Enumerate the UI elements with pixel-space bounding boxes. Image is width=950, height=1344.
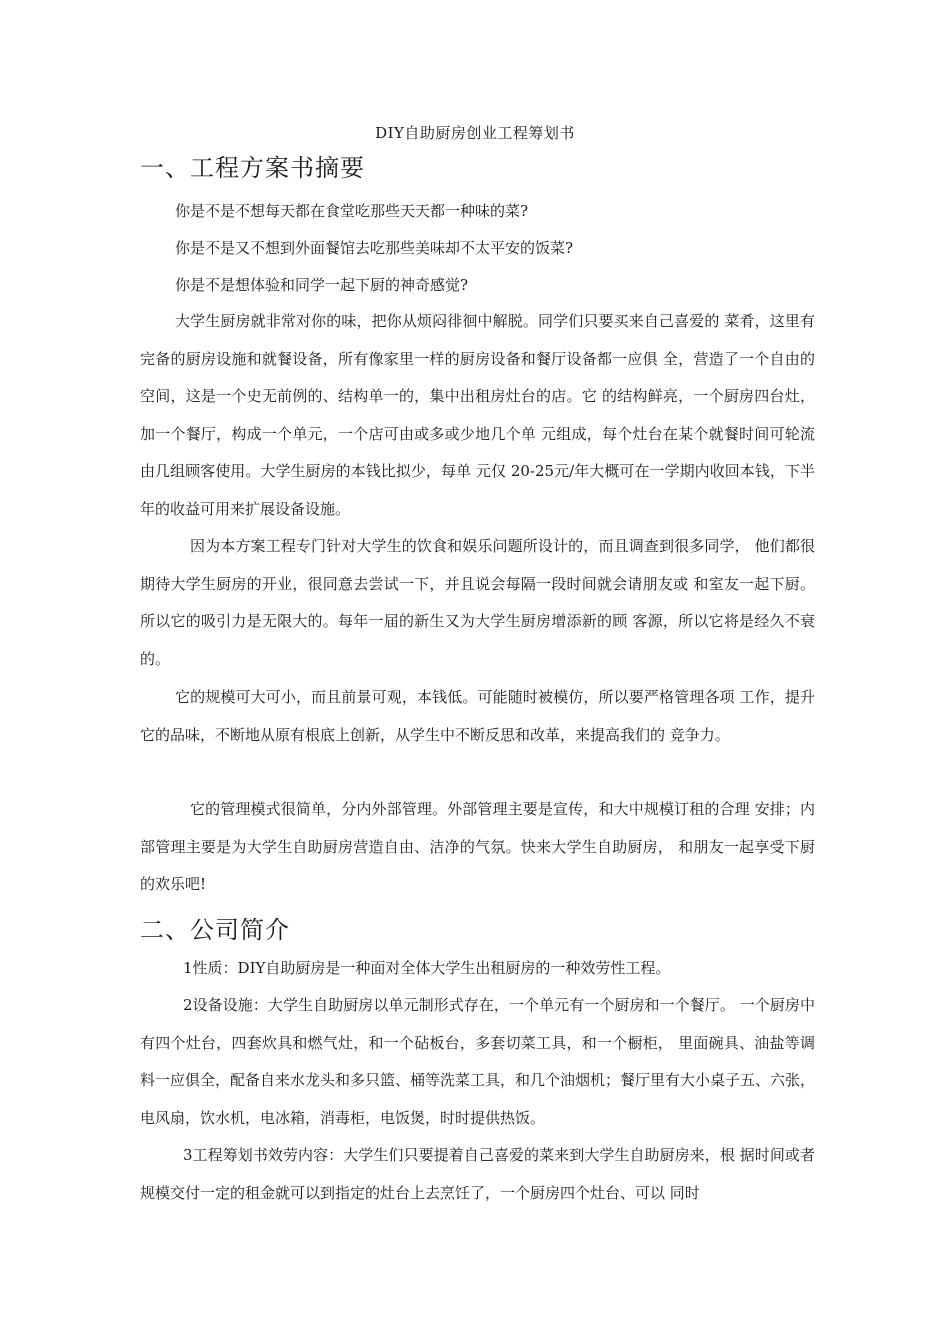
document-title: DIY自助厨房创业工程筹划书: [375, 124, 575, 142]
section-heading-company: 二、公司简介: [140, 916, 290, 944]
section-heading-summary: 一、工程方案书摘要: [140, 154, 365, 182]
question-line: 你是不是不想每天都在食堂吃那些天天都一种味的菜?: [175, 202, 529, 220]
body-paragraph: 它的规模可大可小，而且前景可观，本钱低。可能随时被模仿，所以要严格管理各项 工作，提升它的品味，不断地从原有根底上创新，从学生中不断反思和改革，来提高我们的 竞争力。: [140, 688, 815, 744]
question-line: 你是不是想体验和同学一起下厨的神奇感觉?: [175, 276, 469, 294]
body-paragraph: 它的管理模式很简单，分内外部管理。外部管理主要是宣传，和大中规模订租的合理 安排；内部管理主要是为大学生自助厨房营造自由、洁净的气氛。快来大学生自助厨房， 和朋友一起享受下厨的欢乐吧!: [140, 800, 815, 893]
numbered-item: 2设备设施：大学生自助厨房以单元制形式存在，一个单元有一个厨房和一个餐厅。 一个厨房中有四个灶台，四套炊具和燃气灶，和一个砧板台，多套切菜工具，和一个橱柜， 里面碗具、油盐等调料一应俱全，配备自来水龙头和多只篮、桶等洗菜工具，和几个油烟机；餐厅里有大小桌子五、六张，电风扇，饮水机，电冰箱，消毒柜，电饭煲，时时提供热饭。: [140, 996, 816, 1127]
question-line: 你是不是又不想到外面餐馆去吃那些美味却不太平安的饭菜?: [175, 239, 574, 257]
body-paragraph: 大学生厨房就非常对你的味，把你从烦闷徘徊中解脱。同学们只要买来自己喜爱的 菜肴，这里有完备的厨房设施和就餐设备，所有像家里一样的厨房设备和餐厅设备都一应俱 全，营造了一个自由的空间，这是一个史无前例的、结构单一的，集中出租房灶台的店。它 的结构鲜亮，一个厨房四台灶，加一个餐厅，构成一个单元，一个店可由或多或少地几个单 元组成，每个灶台在某个就餐时间可轮流由几组顾客使用。大学生厨房的本钱比拟少，每单 元仅 20-25元/年大概可在一学期内收回本钱，下半年的收益可用来扩展设备设施。: [140, 312, 815, 518]
numbered-item: 3工程筹划书效劳内容：大学生们只要提着自己喜爱的菜来到大学生自助厨房来，根 据时间或者规模交付一定的租金就可以到指定的灶台上去烹饪了，一个厨房四个灶台、可以 同时: [140, 1146, 815, 1202]
body-paragraph: 因为本方案工程专门针对大学生的饮食和娱乐问题所设计的，而且调查到很多同学， 他们都很期待大学生厨房的开业，很同意去尝试一下，并且说会每隔一段时间就会请朋友或 和室友一起下厨。所以它的吸引力是无限大的。每年一届的新生又为大学生厨房增添新的顾 客源，所以它将是经久不衰的。: [140, 537, 815, 668]
numbered-item: 1性质：DIY自助厨房是一种面对全体大学生出租厨房的一种效劳性工程。: [183, 959, 671, 977]
